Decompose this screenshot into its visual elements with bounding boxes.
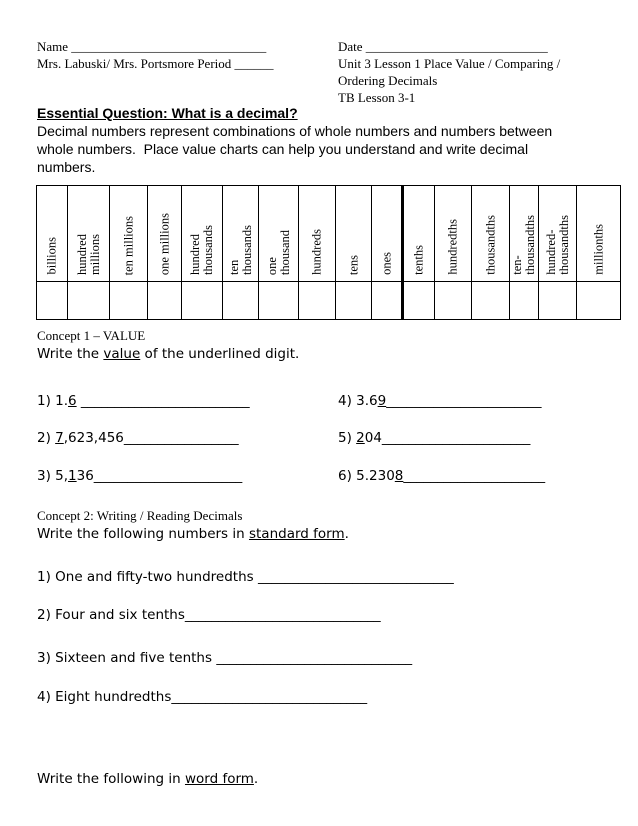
concept-1-title: Concept 1 – VALUE <box>37 328 146 343</box>
value-question-1[interactable]: 1) 1.6 _________________________ <box>37 393 250 409</box>
column-header-hundreds: hundreds <box>299 186 336 282</box>
essential-question: Essential Question: What is a decimal? <box>37 105 298 121</box>
value-question-6[interactable]: 6) 5.2308_____________________ <box>338 468 546 484</box>
value-question-2[interactable]: 2) 7,623,456_________________ <box>37 430 239 446</box>
column-header-hundredths: hundredths <box>435 186 472 282</box>
unit-title-line-1: Unit 3 Lesson 1 Place Value / Comparing / <box>338 56 561 71</box>
cell-ten-millions[interactable] <box>110 282 148 320</box>
cell-ten-thousands[interactable] <box>223 282 259 320</box>
cell-ten-thousandths[interactable] <box>510 282 539 320</box>
cell-one-millions[interactable] <box>148 282 182 320</box>
standard-form-question-1[interactable]: 1) One and fifty-two hundredths _____________________________ <box>37 569 454 585</box>
cell-billions[interactable] <box>37 282 68 320</box>
word-form-instruction: Write the following in word form. <box>37 771 259 787</box>
column-header-hundred-millions: hundred millions <box>68 186 110 282</box>
column-header-ten-thousands: ten thousands <box>223 186 259 282</box>
concept-2-title: Concept 2: Writing / Reading Decimals <box>37 508 243 523</box>
column-header-millionths: millionths <box>577 186 621 282</box>
date-line[interactable]: Date ____________________________ <box>338 39 548 54</box>
value-question-5[interactable]: 5) 204______________________ <box>338 430 531 446</box>
cell-hundred-millions[interactable] <box>68 282 110 320</box>
place-value-chart <box>36 185 621 320</box>
standard-form-question-3[interactable]: 3) Sixteen and five tenths _____________________________ <box>37 650 413 666</box>
cell-one-thousand[interactable] <box>259 282 299 320</box>
column-header-ones: ones <box>372 186 403 282</box>
value-question-4[interactable]: 4) 3.69_______________________ <box>338 393 542 409</box>
essential-text-line-2: whole numbers. Place value charts can help you understand and write decimal <box>37 141 529 157</box>
column-header-tenths: tenths <box>403 186 435 282</box>
column-header-one-millions: one millions <box>148 186 182 282</box>
essential-text-line-3: numbers. <box>37 159 96 175</box>
cell-tens[interactable] <box>336 282 372 320</box>
cell-tenths[interactable] <box>403 282 435 320</box>
column-header-hundred-thousands: hundred thousands <box>182 186 223 282</box>
cell-hundreds[interactable] <box>299 282 336 320</box>
column-header-billions: billions <box>37 186 68 282</box>
unit-title-line-2: Ordering Decimals <box>338 73 438 88</box>
column-header-thousandths: thousandths <box>472 186 510 282</box>
column-header-one-thousand: one thousand <box>259 186 299 282</box>
value-question-3[interactable]: 3) 5,136______________________ <box>37 468 243 484</box>
cell-thousandths[interactable] <box>472 282 510 320</box>
concept-1-instruction: Write the value of the underlined digit. <box>37 346 300 362</box>
cell-hundred-thousands[interactable] <box>182 282 223 320</box>
concept-2-instruction: Write the following numbers in standard form. <box>37 526 349 542</box>
essential-text-line-1: Decimal numbers represent combinations of whole numbers and numbers between <box>37 123 553 139</box>
name-line[interactable]: Name ______________________________ <box>37 39 267 54</box>
column-header-ten-thousandths: ten- thousandths <box>510 186 539 282</box>
cell-millionths[interactable] <box>577 282 621 320</box>
standard-form-question-4[interactable]: 4) Eight hundredths_____________________________ <box>37 689 368 705</box>
cell-ones[interactable] <box>372 282 403 320</box>
standard-form-question-2[interactable]: 2) Four and six tenths_____________________________ <box>37 607 381 623</box>
cell-hundred-thousandths[interactable] <box>539 282 577 320</box>
column-header-ten-millions: ten millions <box>110 186 148 282</box>
lesson-reference: TB Lesson 3-1 <box>338 90 416 105</box>
column-header-tens: tens <box>336 186 372 282</box>
cell-hundredths[interactable] <box>435 282 472 320</box>
teacher-period-line[interactable]: Mrs. Labuski/ Mrs. Portsmore Period ______ <box>37 56 274 71</box>
column-header-hundred-thousandths: hundred- thousandths <box>539 186 577 282</box>
